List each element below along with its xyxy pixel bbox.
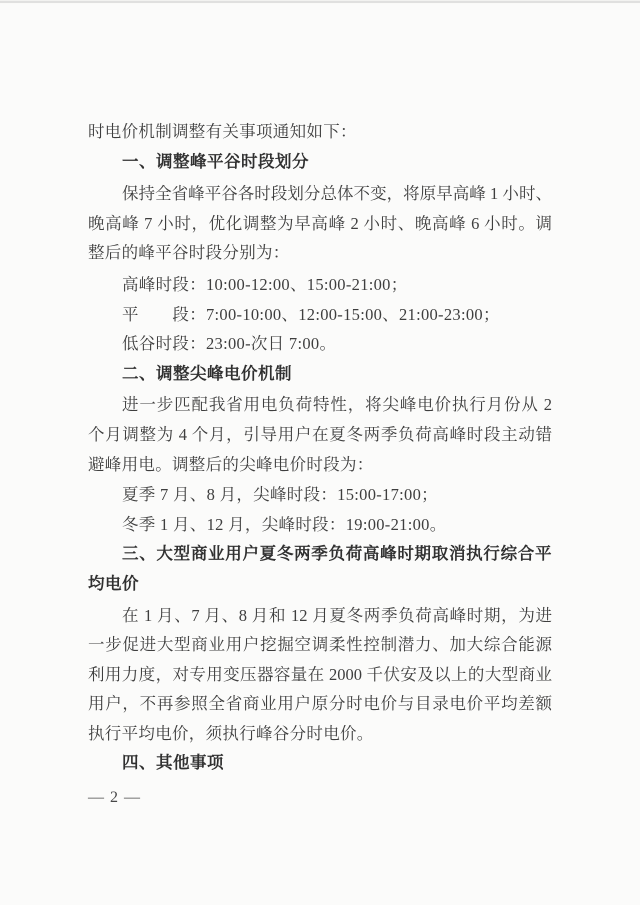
summer-peak-line: 夏季 7 月、8 月，尖峰时段：15:00-17:00； [122, 485, 438, 505]
section-2-paragraph-line: 避峰用电。调整后的尖峰电价时段为： [88, 454, 374, 474]
section-1-paragraph-line: 晚高峰 7 小时，优化调整为早高峰 2 小时、晚高峰 6 小时。调 [88, 213, 552, 233]
section-3-paragraph-line: 执行平均电价，须执行峰谷分时电价。 [88, 723, 374, 743]
section-2-paragraph-line: 进一步匹配我省用电负荷特性，将尖峰电价执行月份从 2 [122, 395, 552, 415]
section-3-paragraph-line: 利用力度，对专用变压器容量在 2000 千伏安及以上的大型商业 [88, 664, 552, 684]
flat-period-line: 平 段：7:00-10:00、12:00-15:00、21:00-23:00； [122, 304, 500, 324]
valley-period-line: 低谷时段：23:00-次日 7:00。 [122, 334, 337, 354]
section-1-paragraph-line: 整后的峰平谷时段分别为： [88, 243, 290, 263]
scan-top-edge [0, 1, 640, 3]
section-1-paragraph-line: 保持全省峰平谷各时段划分总体不变，将原早高峰 1 小时、 [122, 184, 552, 204]
section-3-paragraph-line: 在 1 月、7 月、8 月和 12 月夏冬两季负荷高峰时期，为进 [122, 605, 552, 625]
document-body [88, 117, 552, 813]
page-number: — 2 — [88, 789, 141, 807]
intro-line: 时电价机制调整有关事项通知如下： [88, 122, 357, 141]
section-4-heading: 四、其他事项 [122, 754, 224, 773]
section-3-paragraph-line: 用户，不再参照全省商业用户原分时电价与目录电价平均差额 [88, 694, 552, 714]
winter-peak-line: 冬季 1 月、12 月，尖峰时段：19:00-21:00。 [122, 514, 447, 534]
section-3-paragraph-line: 一步促进大型商业用户挖掘空调柔性控制潜力、加大综合能源 [88, 635, 552, 655]
section-2-heading: 二、调整尖峰电价机制 [122, 364, 292, 383]
section-3-heading-line: 三、大型商业用户夏冬两季负荷高峰时期取消执行综合平 [122, 545, 552, 564]
section-1-heading: 一、调整峰平谷时段划分 [122, 152, 309, 171]
section-3-heading-line: 均电价 [88, 574, 139, 593]
peak-period-line: 高峰时段：10:00-12:00、15:00-21:00； [122, 274, 408, 294]
section-2-paragraph-line: 个月调整为 4 个月，引导用户在夏冬两季负荷高峰时段主动错 [88, 424, 552, 444]
